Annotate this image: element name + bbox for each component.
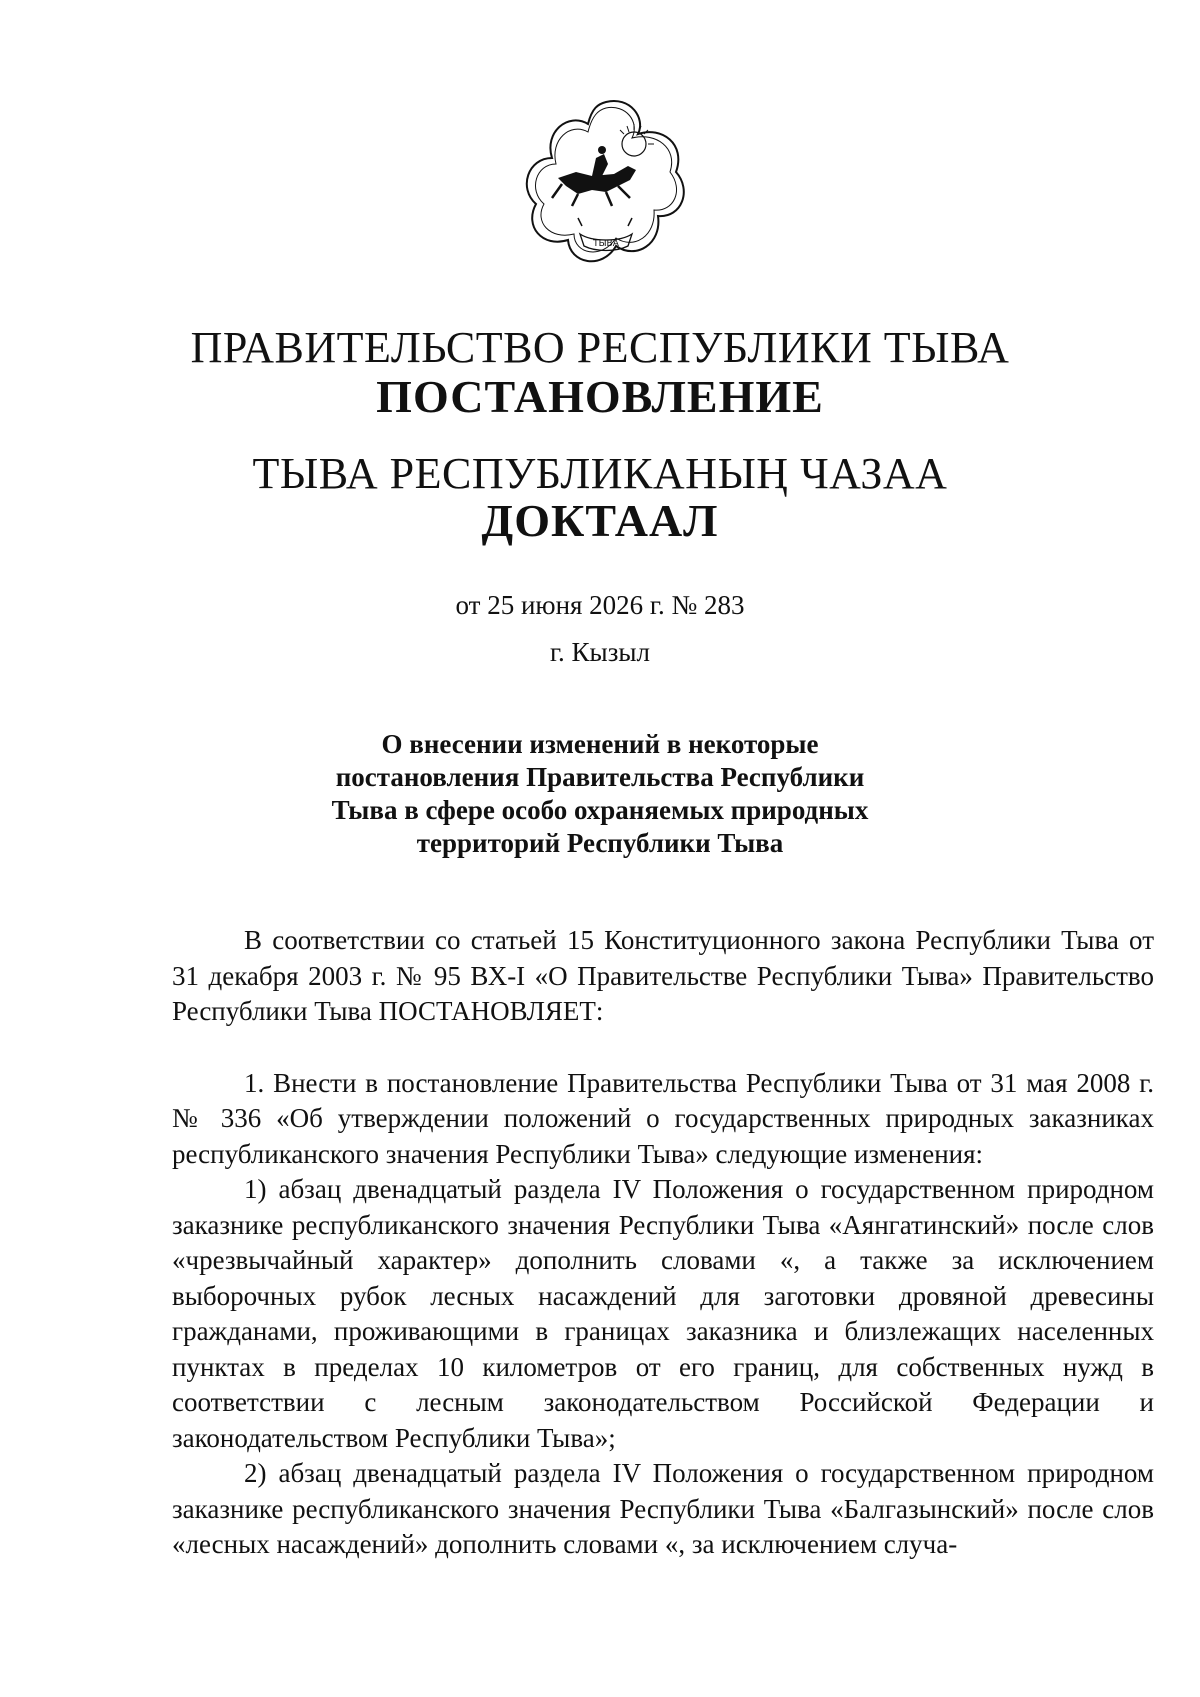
title-line: территорий Республики Тыва <box>416 828 784 858</box>
document-type-tyv: ДОКТААЛ <box>481 495 719 546</box>
document-body <box>172 923 1154 1563</box>
title-line: О внесении изменений в некоторые <box>381 729 819 759</box>
title-line: Тыва в сфере особо охраняемых природных <box>331 795 869 825</box>
date-and-number: от 25 июня 2026 г. № 283 <box>455 590 745 620</box>
subitem-2-paragraph: 2) абзац двенадцатый раздела IV Положения о государственном природном заказнике республиканского значения Республики Тыва «Балгазынский» после слов «лесных насаждений» дополнить словами «, за исключением случа- <box>172 1458 1154 1559</box>
preamble-paragraph: В соответствии со статьей 15 Конституционного закона Республики Тыва от 31 декабря 2003 г. № 95 ВХ-I «О Правительстве Республики Тыва» Правительство Республики Тыва ПОСТАНОВЛЯЕТ: <box>172 925 1154 1026</box>
government-name-tyv: ТЫВА РЕСПУБЛИКАНЫҢ ЧАЗАА <box>252 449 948 498</box>
government-name-ru: ПРАВИТЕЛЬСТВО РЕСПУБЛИКИ ТЫВА <box>190 323 1010 372</box>
item-1-paragraph: 1. Внести в постановление Правительства Республики Тыва от 31 мая 2008 г. № 336 «Об утверждении положений о государственных природных заказниках республиканского значения Республики Тыва» следующие изменения: <box>172 1067 1154 1169</box>
document-title <box>300 728 900 860</box>
title-line: постановления Правительства Республики <box>335 762 865 792</box>
city: г. Кызыл <box>550 637 650 667</box>
emblem-ribbon-text: ТЫВА <box>593 239 619 249</box>
tuva-coat-of-arms-icon <box>522 94 690 272</box>
document-type-ru: ПОСТАНОВЛЕНИЕ <box>376 371 824 422</box>
subitem-1-paragraph: 1) абзац двенадцатый раздела IV Положения о государственном природном заказнике республиканского значения Республики Тыва «Аянгатинский» после слов «чрезвычайный характер» дополнить словами «, а также за исключением выборочных рубок лесных насаждений для заготовки дровяной древесины гражданами, проживающими в границах заказника и близлежащих населенных пунктах в пределах 10 километров от его границ, для собственных нужд в соответствии с лесным законодательством Российской Федерации и законодательством Республики Тыва»; <box>172 1174 1154 1453</box>
